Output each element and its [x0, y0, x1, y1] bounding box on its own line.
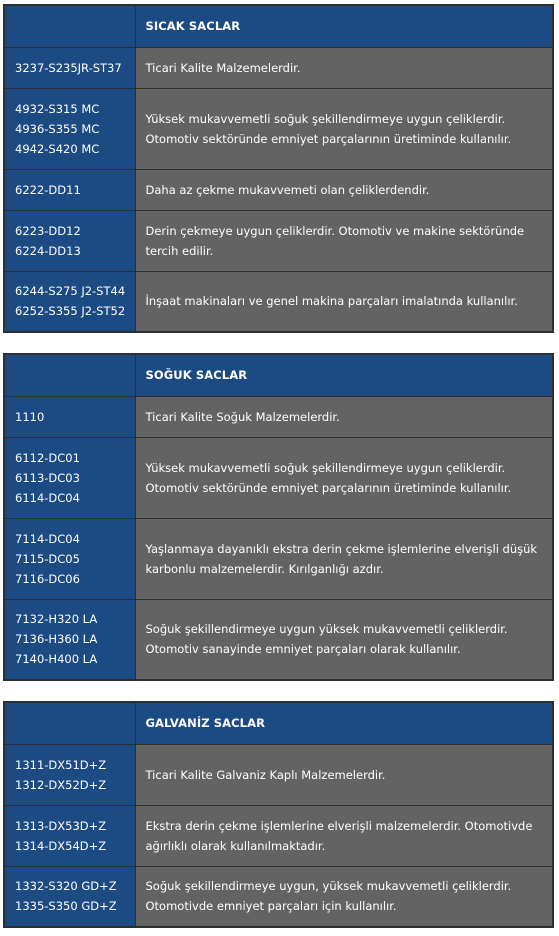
product-code: 7140-H400 LA	[15, 652, 98, 667]
table-title: SOĞUK SACLAR	[135, 354, 553, 396]
table-row	[4, 396, 553, 437]
table-title: SICAK SACLAR	[135, 5, 553, 47]
table-row	[4, 744, 553, 805]
code-cell	[4, 210, 135, 271]
description-cell	[135, 88, 553, 169]
product-code: 1110	[15, 409, 45, 424]
description-cell	[135, 271, 553, 332]
description-cell	[135, 437, 553, 518]
table-row	[4, 88, 553, 169]
code-cell	[4, 599, 135, 680]
code-cell	[4, 437, 135, 518]
product-code: 6112-DC01	[15, 450, 80, 465]
description-cell	[135, 599, 553, 680]
description-line: Derin çekmeye uygun çeliklerdir. Otomotiv ve makine sektöründe	[145, 223, 525, 238]
table-row	[4, 169, 553, 210]
table-sicak-saclar	[3, 4, 554, 333]
description-line: Yüksek mukavvemetli soğuk şekillendirmeye uygun çeliklerdir.	[145, 111, 506, 126]
description-line: Ticari Kalite Soğuk Malzemelerdir.	[145, 409, 340, 424]
description-line: Otomotiv sanayinde emniyet parçaları olarak kullanılır.	[145, 642, 461, 657]
description-cell	[135, 518, 553, 599]
description-cell	[135, 169, 553, 210]
product-code: 1313-DX53D+Z	[15, 818, 107, 833]
description-line: karbonlu malzemelerdir. Kırılganlığı azdır.	[145, 561, 384, 576]
table-header-row	[4, 354, 553, 396]
description-cell	[135, 744, 553, 805]
product-code: 6224-DD13	[15, 243, 81, 258]
product-code: 1314-DX54D+Z	[15, 838, 107, 853]
header-empty-cell	[4, 702, 135, 744]
product-code: 6252-S355 J2-ST52	[15, 304, 126, 319]
product-code: 3237-S235JR-ST37	[15, 60, 122, 75]
description-line: Daha az çekme mukavvemeti olan çeliklerdendir.	[145, 182, 430, 197]
description-line: Otomotiv sektöründe emniyet parçalarının üretiminde kullanılır.	[145, 131, 512, 146]
code-cell	[4, 396, 135, 437]
table-galvaniz-saclar	[3, 701, 554, 928]
product-code: 7132-H320 LA	[15, 612, 98, 627]
product-code: 1311-DX51D+Z	[15, 757, 107, 772]
description-line: tercih edilir.	[145, 243, 214, 258]
code-cell	[4, 47, 135, 88]
product-code: 6222-DD11	[15, 182, 81, 197]
table-header-row	[4, 702, 553, 744]
description-cell	[135, 210, 553, 271]
code-cell	[4, 866, 135, 927]
description-line: Otomotiv sektöründe emniyet parçalarının üretiminde kullanılır.	[145, 480, 512, 495]
table-soguk-saclar	[3, 353, 554, 681]
product-code: 7114-DC04	[15, 531, 80, 546]
code-cell	[4, 88, 135, 169]
product-code: 6113-DC03	[15, 470, 80, 485]
table-row	[4, 210, 553, 271]
product-code: 1332-S320 GD+Z	[15, 879, 117, 894]
description-line: Ticari Kalite Malzemelerdir.	[145, 60, 301, 75]
product-code: 6244-S275 J2-ST44	[15, 284, 126, 299]
description-line: Soğuk şekillendirmeye uygun, yüksek mukavvemetli çeliklerdir.	[145, 879, 512, 894]
code-cell	[4, 271, 135, 332]
table-row	[4, 518, 553, 599]
table-row	[4, 599, 553, 680]
description-cell	[135, 805, 553, 866]
table-row	[4, 437, 553, 518]
table-row	[4, 866, 553, 927]
description-line: ağırlıklı olarak kullanılmaktadır.	[145, 838, 326, 853]
description-cell	[135, 396, 553, 437]
description-line: Ekstra derin çekme işlemlerine elverişli malzemelerdir. Otomotivde	[145, 818, 533, 833]
description-line: Ticari Kalite Galvaniz Kaplı Malzemelerdir.	[145, 767, 386, 782]
product-code: 1335-S350 GD+Z	[15, 899, 117, 914]
product-code: 4936-S355 MC	[15, 121, 100, 136]
code-cell	[4, 744, 135, 805]
table-header-row	[4, 5, 553, 47]
product-code: 6114-DC04	[15, 490, 80, 505]
description-line: Yüksek mukavvemetli soğuk şekillendirmeye uygun çeliklerdir.	[145, 460, 506, 475]
table-row	[4, 47, 553, 88]
header-empty-cell	[4, 5, 135, 47]
table-row	[4, 805, 553, 866]
description-line: Otomotivde emniyet parçaları için kullanılır.	[145, 899, 397, 914]
code-cell	[4, 169, 135, 210]
product-code: 4932-S315 MC	[15, 101, 100, 116]
product-code: 7115-DC05	[15, 551, 80, 566]
code-cell	[4, 805, 135, 866]
product-code: 6223-DD12	[15, 223, 81, 238]
description-cell	[135, 866, 553, 927]
code-cell	[4, 518, 135, 599]
table-row	[4, 271, 553, 332]
description-line: İnşaat makinaları ve genel makina parçaları imalatında kullanılır.	[145, 294, 518, 309]
product-code: 1312-DX52D+Z	[15, 777, 107, 792]
description-cell	[135, 47, 553, 88]
product-code: 7116-DC06	[15, 571, 80, 586]
header-empty-cell	[4, 354, 135, 396]
table-title: GALVANİZ SACLAR	[135, 702, 553, 744]
description-line: Yaşlanmaya dayanıklı ekstra derin çekme işlemlerine elverişli düşük	[145, 541, 538, 556]
product-code: 4942-S420 MC	[15, 141, 100, 156]
product-code: 7136-H360 LA	[15, 632, 98, 647]
description-line: Soğuk şekillendirmeye uygun yüksek mukavvemetli çeliklerdir.	[145, 622, 508, 637]
